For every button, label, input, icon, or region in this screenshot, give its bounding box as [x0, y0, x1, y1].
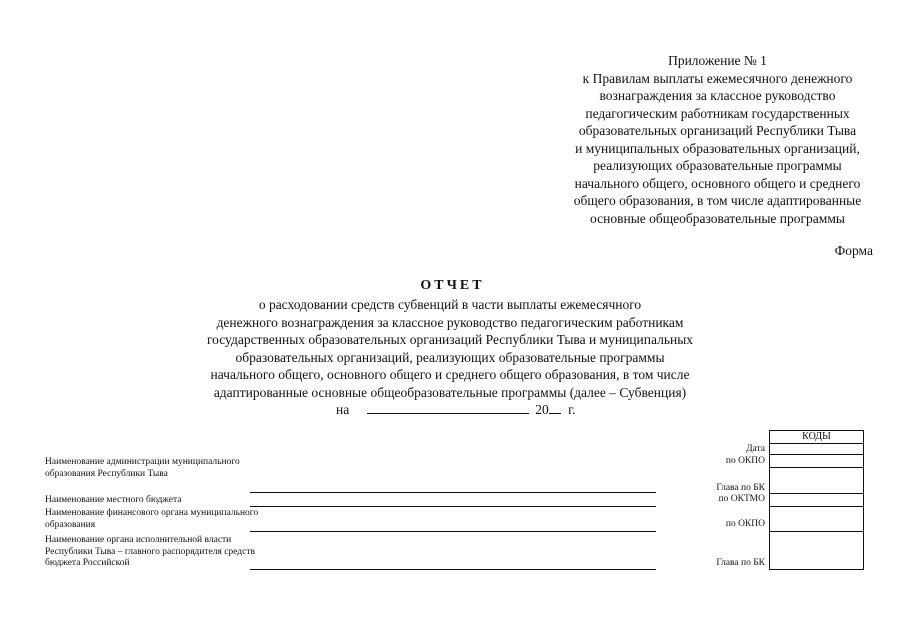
code-label-bk-2: Глава по БК	[716, 558, 765, 568]
year-blank[interactable]	[549, 401, 561, 414]
appendix-line: основные общеобразовательные программы	[590, 210, 845, 226]
appendix-line: образовательных организаций Республики Тыва	[578, 123, 857, 138]
appendix-line: к Правилам выплаты ежемесячного денежного	[582, 70, 853, 86]
report-subtitle-line: начального общего, основного общего и среднего общего образования, в том числе	[210, 367, 690, 382]
report-date-line	[336, 401, 575, 418]
date-prefix: на	[336, 402, 350, 417]
code-row-okpo-2[interactable]	[770, 531, 863, 532]
exec-body-label: Наименование органа исполнительной власти Республики Тыва – главного распорядителя средств бюджета Российской	[45, 535, 255, 568]
appendix-note	[520, 52, 905, 227]
appendix-line: реализующих образовательные программы	[593, 158, 842, 173]
admin-name-label: Наименование администрации муниципального образования Республики Тыва	[45, 457, 240, 479]
fin-body-label: Наименование финансового органа муниципального образования	[45, 508, 259, 530]
appendix-line: общего образования, в том числе адаптированные	[573, 193, 862, 208]
code-label-date: Дата	[746, 444, 765, 454]
code-label-oktmo: по ОКТМО	[718, 494, 765, 504]
code-label-okpo-2: по ОКПО	[725, 519, 765, 529]
fin-body-line[interactable]	[250, 531, 656, 532]
code-row-date[interactable]	[770, 454, 863, 455]
appendix-line: и муниципальных образовательных организаций,	[575, 140, 860, 156]
appendix-line: вознаграждения за классное руководство	[599, 88, 836, 103]
code-row-oktmo[interactable]	[770, 506, 863, 507]
report-subtitle-line: денежного вознаграждения за классное руководство педагогическим работникам	[216, 314, 684, 330]
exec-body-line[interactable]	[250, 569, 656, 570]
date-year: 20	[535, 402, 549, 417]
date-blank[interactable]	[367, 401, 529, 414]
report-subtitle-line: образовательных организаций, реализующих образовательные программы	[235, 349, 665, 365]
local-budget-line[interactable]	[250, 506, 656, 507]
code-label-okpo-1: по ОКПО	[725, 456, 765, 466]
report-subtitle-line: адаптированные основные общеобразовательные программы (далее – Субвенция)	[213, 384, 687, 400]
date-suffix: г.	[568, 402, 576, 417]
report-subtitle-line: о расходовании средств субвенций в части выплаты ежемесячного	[258, 297, 642, 312]
appendix-line: педагогическим работникам государственных	[585, 105, 850, 121]
report-subtitle-line: государственных образовательных организаций Республики Тыва и муниципальных	[206, 332, 694, 347]
admin-name-line[interactable]	[250, 492, 656, 493]
code-label-bk-1: Глава по БК	[716, 483, 765, 493]
appendix-line: Приложение № 1	[668, 53, 767, 68]
form-label: Форма	[834, 243, 873, 258]
report-title: ОТЧЕТ	[420, 278, 485, 293]
codes-table	[769, 430, 864, 570]
report-subtitle	[140, 296, 760, 401]
appendix-line: начального общего, основного общего и среднего	[574, 175, 861, 191]
code-row-okpo-1[interactable]	[770, 467, 863, 468]
local-budget-label: Наименование местного бюджета	[45, 495, 182, 505]
codes-header: КОДЫ	[770, 431, 863, 444]
code-row-bk-1[interactable]	[770, 493, 863, 494]
